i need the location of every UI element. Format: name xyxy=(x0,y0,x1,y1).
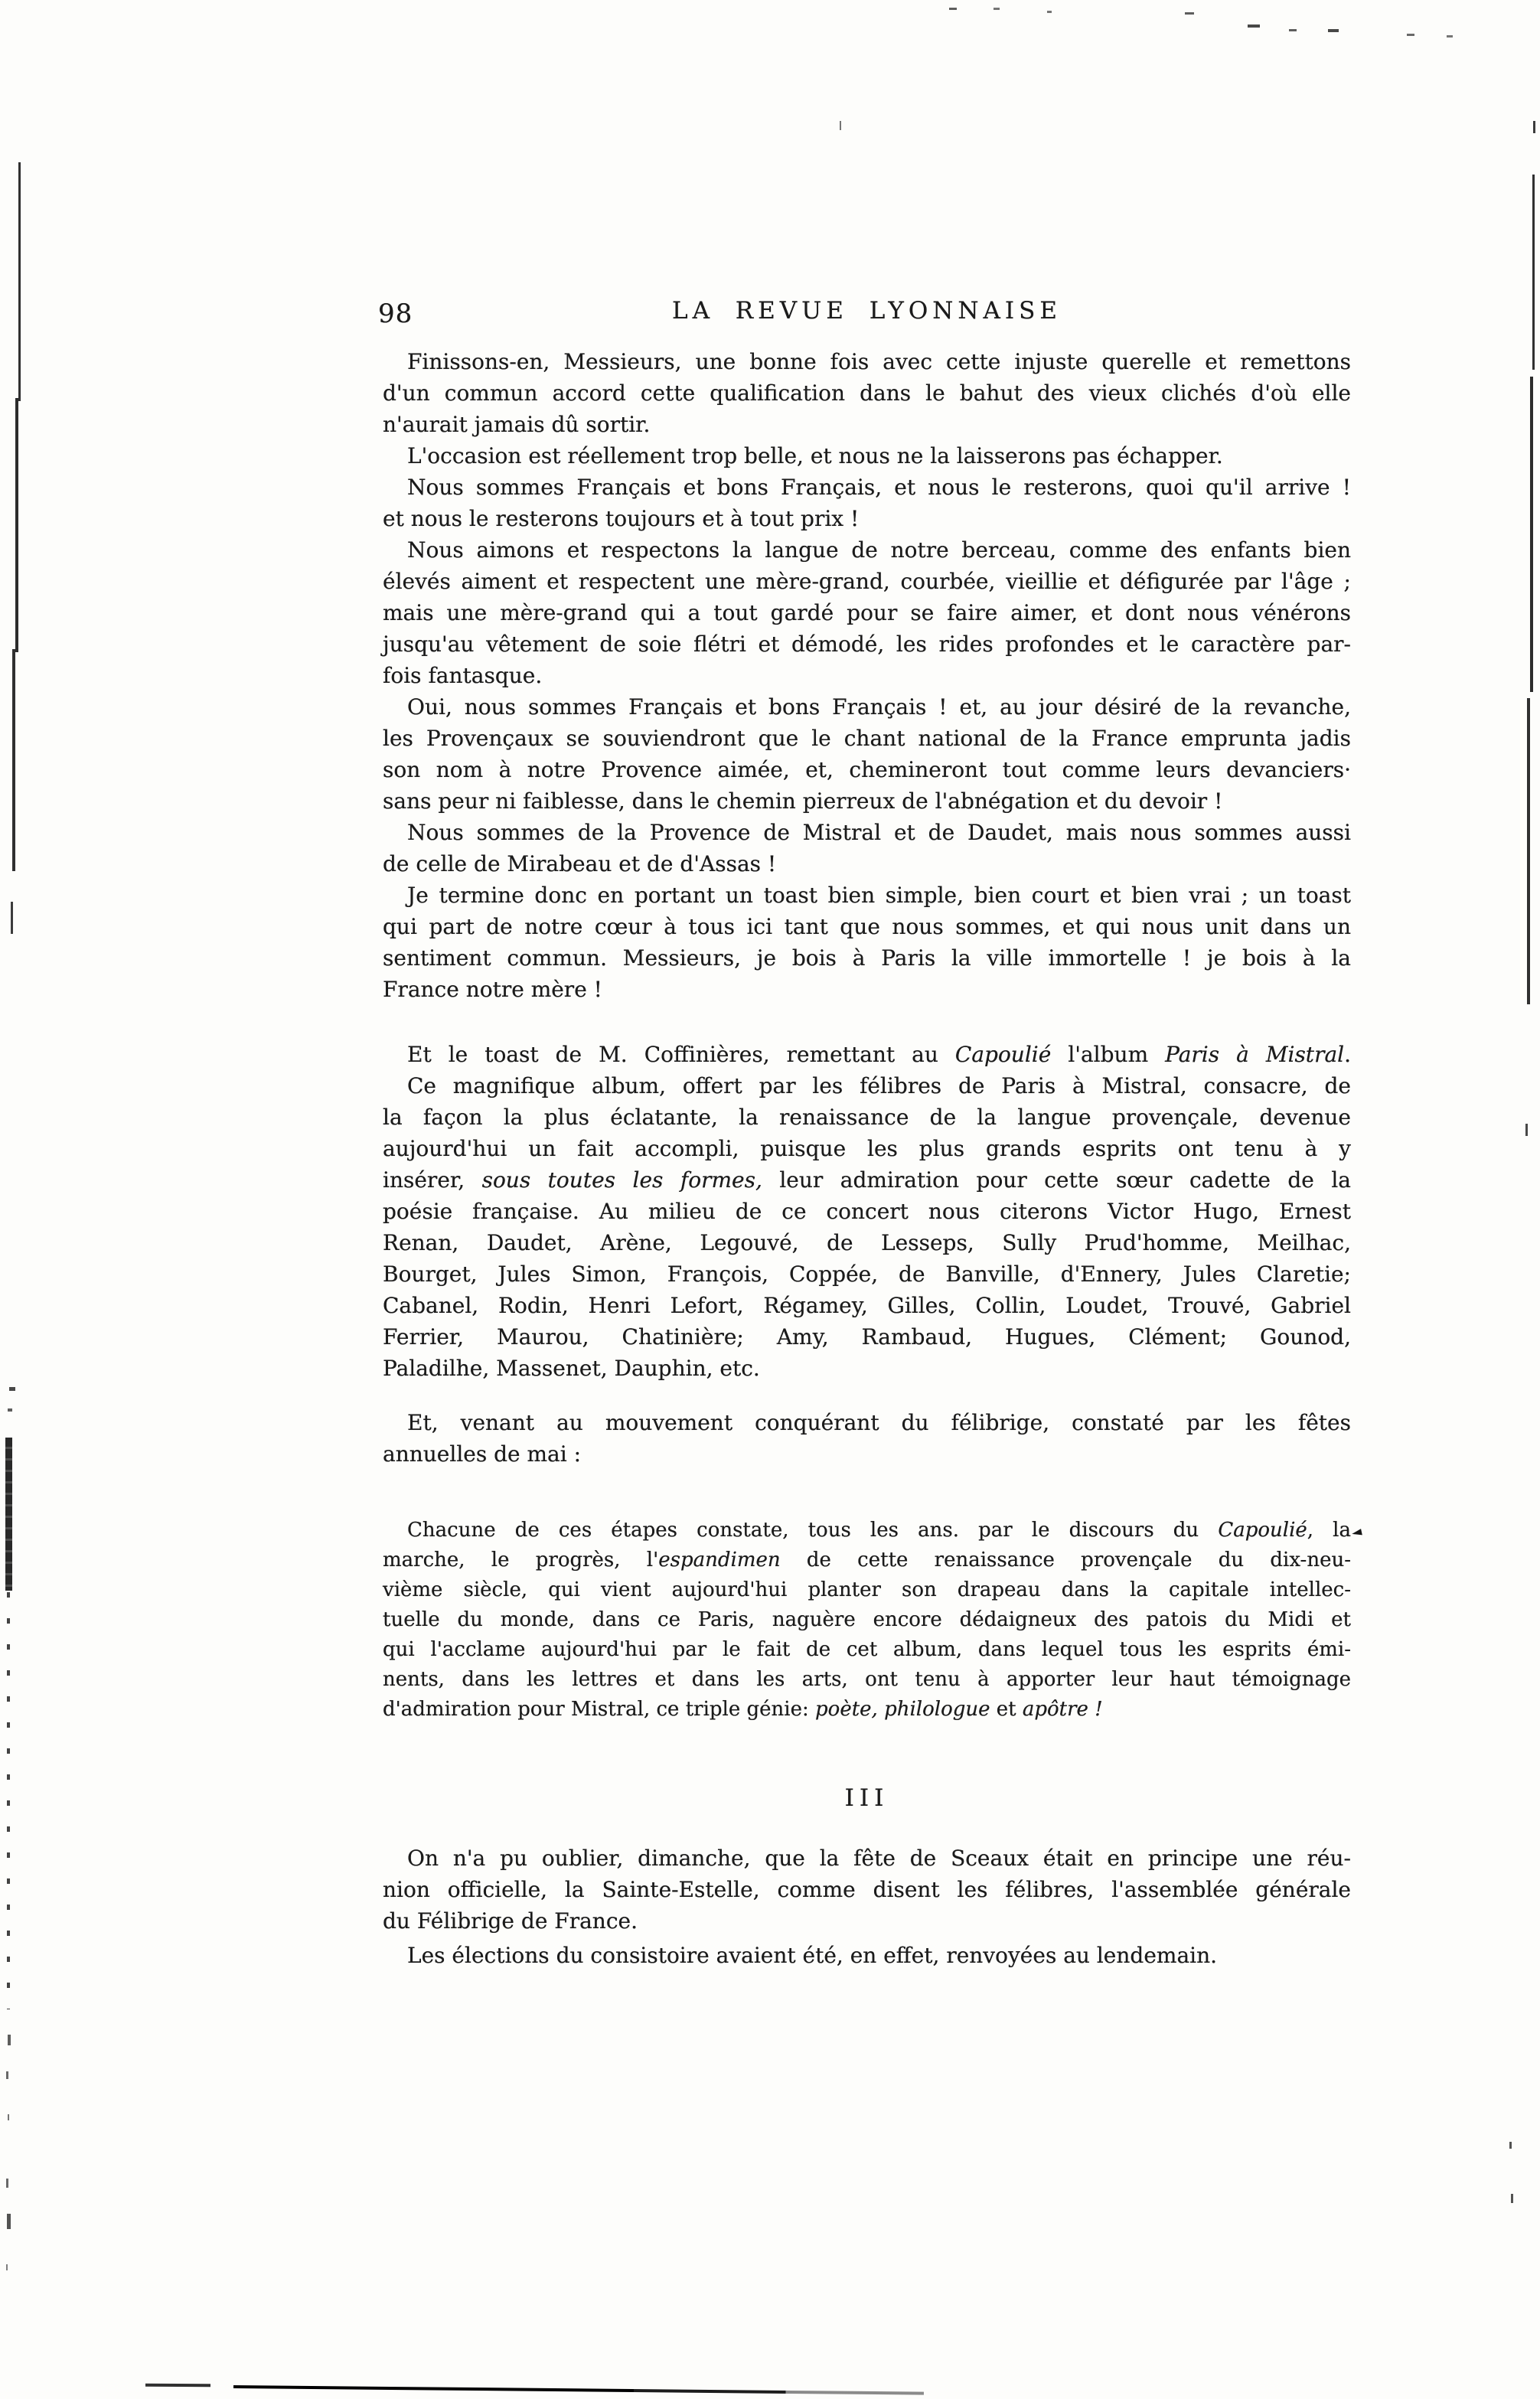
paragraph xyxy=(383,1070,1351,1384)
page-number: 98 xyxy=(378,299,413,329)
text-line: Ferrier, Maurou, Chatinière; Amy, Rambaud, Hugues, Clément; Gounod, xyxy=(383,1324,1351,1350)
scan-artifact-right-edge xyxy=(1530,377,1533,692)
text-line: Chacune de ces étapes constate, tous les ans. par le discours du Capoulié, la xyxy=(407,1519,1351,1542)
text-line: L'occasion est réellement trop belle, et nous ne la laisserons pas échapper. xyxy=(407,443,1223,468)
scan-artifact-left-edge xyxy=(9,1387,15,1391)
text-line: nion officielle, la Sainte-Estelle, comme disent les félibres, l'assemblée générale xyxy=(383,1877,1351,1902)
text-line: qui l'acclame aujourd'hui par le fait de cet album, dans lequel tous les esprits émi- xyxy=(383,1638,1351,1661)
text-line: marche, le progrès, l'espandimen de cette renaissance provençale du dix-neu- xyxy=(383,1549,1351,1572)
text-line: Nous aimons et respectons la langue de notre berceau, comme des enfants bien xyxy=(407,537,1351,563)
paragraph xyxy=(383,440,1351,472)
scan-artifact-speck xyxy=(1248,24,1260,28)
text-line: annuelles de mai : xyxy=(383,1441,582,1467)
text-line: Nous sommes de la Provence de Mistral et de Daudet, mais nous sommes aussi xyxy=(407,820,1351,845)
text-line: élevés aiment et respectent une mère-grand, courbée, vieillie et défigurée par l'âge ; xyxy=(383,569,1351,594)
scan-artifact-left-edge xyxy=(7,1592,10,2009)
page-header xyxy=(378,297,1351,332)
scan-artifact-left-edge xyxy=(18,162,21,401)
paragraph xyxy=(383,817,1351,880)
text-line: France notre mère ! xyxy=(383,977,602,1002)
scan-artifact-right-edge xyxy=(1527,698,1530,1004)
text-line: aujourd'hui un fait accompli, puisque les plus grands esprits ont tenu à y xyxy=(383,1136,1351,1161)
text-line: les Provençaux se souviendront que le chant national de la France emprunta jadis xyxy=(383,726,1351,751)
text-line: mais une mère-grand qui a tout gardé pour se faire aimer, et dont nous vénérons xyxy=(383,600,1351,625)
paragraph xyxy=(383,534,1351,691)
text-line: de celle de Mirabeau et de d'Assas ! xyxy=(383,851,777,876)
text-line: la façon la plus éclatante, la renaissance de la langue provençale, devenue xyxy=(383,1105,1351,1130)
scan-artifact-speck xyxy=(1447,35,1453,38)
text-line: Oui, nous sommes Français et bons Français ! et, au jour désiré de la revanche, xyxy=(407,694,1351,720)
block-quote xyxy=(383,1516,1351,1725)
text-line: d'un commun accord cette qualification dans le bahut des vieux clichés d'où elle xyxy=(383,380,1351,406)
scan-artifact-right-edge xyxy=(1509,2142,1512,2149)
scan-artifact-right-edge xyxy=(1533,121,1535,133)
text-line: vième siècle, qui vient aujourd'hui planter son drapeau dans la capitale intellec- xyxy=(383,1578,1351,1601)
text-line: nents, dans les lettres et dans les arts, ont tenu à apporter leur haut témoignage xyxy=(383,1668,1351,1691)
scan-artifact-speck xyxy=(949,8,957,10)
journal-title: LA REVUE LYONNAISE xyxy=(671,297,1062,325)
text-line: insérer, sous toutes les formes, leur admiration pour cette sœur cadette de la xyxy=(383,1167,1351,1193)
paragraph xyxy=(383,1407,1351,1470)
text-line: poésie française. Au milieu de ce concert nous citerons Victor Hugo, Ernest xyxy=(383,1199,1351,1224)
scan-artifact-left-edge xyxy=(12,649,15,871)
text-line: Paladilhe, Massenet, Dauphin, etc. xyxy=(383,1356,760,1381)
scan-artifact-speck xyxy=(1407,34,1414,36)
text-line: Renan, Daudet, Arène, Legouvé, de Lesseps, Sully Prud'homme, Meilhac, xyxy=(383,1230,1351,1255)
scan-artifact-speck xyxy=(1289,29,1297,31)
text-line: sentiment commun. Messieurs, je bois à Paris la ville immortelle ! je bois à la xyxy=(383,945,1351,971)
scan-artifact-left-edge xyxy=(8,2035,11,2045)
text-line: Ce magnifique album, offert par les félibres de Paris à Mistral, consacre, de xyxy=(407,1073,1351,1098)
text-line: Finissons-en, Messieurs, une bonne fois avec cette injuste querelle et remettons xyxy=(407,349,1351,374)
scan-artifact-left-edge xyxy=(8,1408,12,1412)
text-line: jusqu'au vêtement de soie flétri et démodé, les rides profondes et le caractère par- xyxy=(383,632,1351,657)
text-line: Et, venant au mouvement conquérant du félibrige, constaté par les fêtes xyxy=(407,1410,1351,1435)
text-line: fois fantasque. xyxy=(383,663,543,688)
paragraph xyxy=(383,346,1351,440)
text-line: du Félibrige de France. xyxy=(383,1908,638,1934)
scan-artifact-left-edge xyxy=(6,2264,8,2270)
text-line: d'admiration pour Mistral, ce triple génie: poète, philologue et apôtre ! xyxy=(383,1698,1103,1721)
scan-artifact-right-edge xyxy=(1511,2194,1513,2203)
text-line: tuelle du monde, dans ce Paris, naguère encore dédaigneux des patois du Midi et xyxy=(383,1608,1351,1631)
scan-artifact-speck xyxy=(1328,29,1339,32)
text-line: et nous le resterons toujours et à tout prix ! xyxy=(383,506,860,531)
paragraph xyxy=(383,691,1351,817)
text-line: On n'a pu oublier, dimanche, que la fête de Sceaux était en principe une réu- xyxy=(407,1846,1351,1871)
text-line: Cabanel, Rodin, Henri Lefort, Régamey, Gilles, Collin, Loudet, Trouvé, Gabriel xyxy=(383,1293,1351,1318)
scan-artifact-speck xyxy=(840,121,841,130)
scan-artifact-left-edge xyxy=(6,2071,8,2079)
scan-artifact-bottom-line xyxy=(145,2384,210,2388)
text-line: son nom à notre Provence aimée, et, chemineront tout comme leurs devanciers· xyxy=(383,757,1351,782)
text-line: qui part de notre cœur à tous ici tant que nous sommes, et qui nous unit dans un xyxy=(383,914,1351,939)
scan-artifact-left-edge xyxy=(7,2214,11,2229)
scan-artifact-left-edge xyxy=(6,2179,8,2188)
scan-artifact-bottom-line xyxy=(233,2385,924,2395)
scan-artifact-right-edge xyxy=(1532,175,1535,370)
scan-artifact-left-edge xyxy=(5,1438,12,1591)
paragraph xyxy=(383,472,1351,534)
text-line: Les élections du consistoire avaient été, en effet, renvoyées au lendemain. xyxy=(407,1943,1218,1968)
text-line: Et le toast de M. Coffinières, remettant au Capoulié l'album Paris à Mistral. xyxy=(407,1042,1352,1067)
paragraph xyxy=(383,1039,1351,1070)
margin-annotation-mark: ◄ xyxy=(1350,1523,1364,1542)
text-flow xyxy=(383,346,1351,1971)
scan-artifact-speck xyxy=(1185,12,1194,15)
text-line: Nous sommes Français et bons Français, et nous le resterons, quoi qu'il arrive ! xyxy=(407,475,1351,500)
scan-artifact-speck xyxy=(993,8,1000,10)
scan-artifact-right-edge xyxy=(1525,1124,1528,1136)
section-heading: III xyxy=(844,1784,889,1812)
paragraph xyxy=(383,880,1351,1005)
scan-artifact-left-edge xyxy=(11,902,13,934)
text-line: Je termine donc en portant un toast bien simple, bien court et bien vrai ; un toast xyxy=(407,883,1351,908)
scan-artifact-left-edge xyxy=(8,2114,9,2120)
paragraph xyxy=(383,1940,1351,1971)
text-line: Bourget, Jules Simon, François, Coppée, de Banville, d'Ennery, Jules Claretie; xyxy=(383,1262,1351,1287)
scan-artifact-speck xyxy=(1047,11,1052,13)
text-line: sans peur ni faiblesse, dans le chemin pierreux de l'abnégation et du devoir ! xyxy=(383,788,1223,814)
scan-artifact-left-edge xyxy=(15,398,18,652)
text-line: n'aurait jamais dû sortir. xyxy=(383,412,651,437)
paragraph xyxy=(383,1842,1351,1937)
